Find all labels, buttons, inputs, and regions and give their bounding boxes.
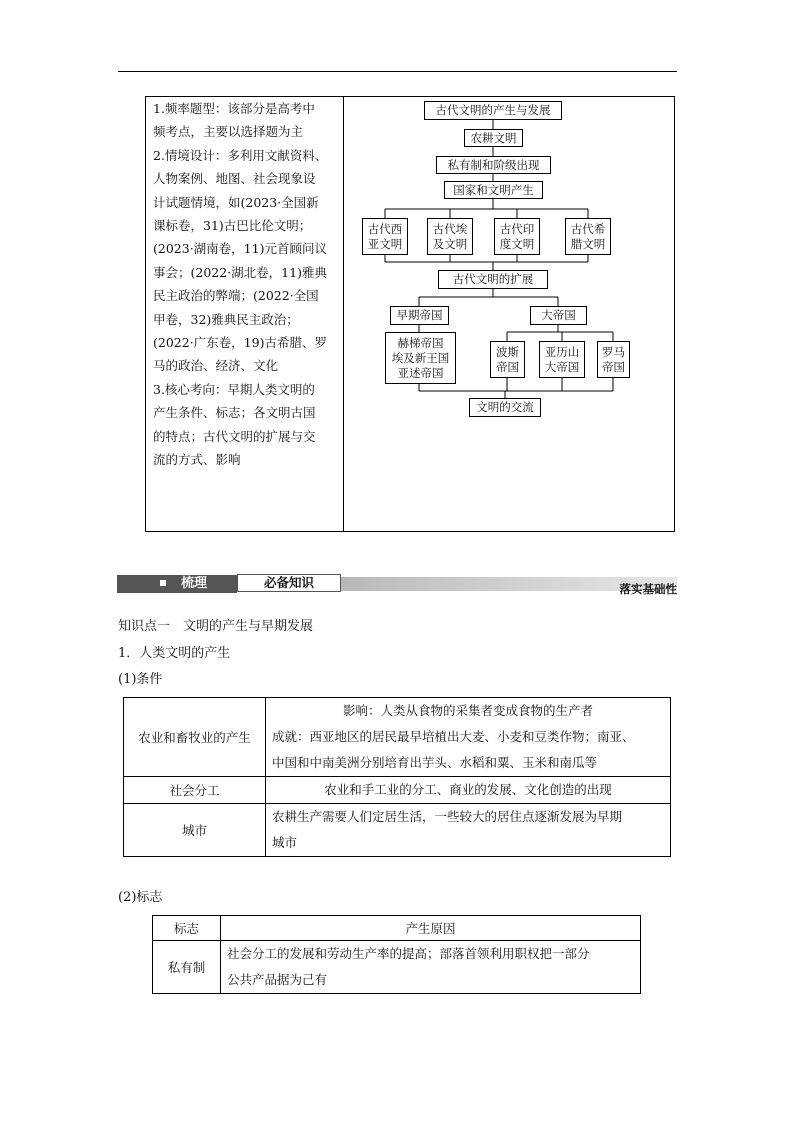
- conditions-table: [123, 697, 671, 857]
- table-row: [124, 777, 671, 804]
- value-line: 影响：人类从食物的采集者变成食物的生产者: [342, 703, 593, 718]
- exam-analysis-text: [153, 97, 341, 472]
- info-line: 频考点，主要以选择题为主: [153, 124, 304, 140]
- info-line: (2022·广东卷，19)古希腊、罗: [153, 335, 327, 351]
- row-value: [266, 804, 671, 857]
- value-line: 城市: [272, 835, 298, 850]
- value-line: 中国和中南美洲分别培育出芋头、水稻和粟、玉米和南瓜等: [272, 755, 598, 770]
- node-early-empire-list: 赫梯帝国 埃及新王国 亚述帝国: [385, 332, 456, 384]
- info-line: 2.情境设计：多利用文献资料、: [153, 147, 328, 163]
- info-line: 马的政治、经济、文化: [153, 358, 279, 374]
- info-line: 的特点；古代文明的扩展与交: [153, 428, 316, 444]
- header-value: 产生原因: [221, 916, 641, 941]
- value-line: 成就：西亚地区的居民最早培植出大麦、小麦和豆类作物；南亚、: [272, 729, 635, 744]
- row-key: 社会分工: [124, 777, 266, 804]
- node-expansion: 古代文明的扩展: [438, 270, 548, 289]
- header-rule: [118, 71, 677, 72]
- node-private-property: 私有制和阶级出现: [436, 156, 551, 174]
- node-great-empire: 大帝国: [530, 306, 587, 325]
- row-key: 私有制: [153, 941, 221, 994]
- section-subtitle: 必备知识: [263, 575, 314, 590]
- value-line: 农耕生产需要人们定居生活，一些较大的居住点逐渐发展为早期: [272, 809, 623, 824]
- info-line: 流的方式、影响: [153, 452, 241, 468]
- header-key: 标志: [153, 916, 221, 941]
- info-line: 甲卷，32)雅典民主政治；: [153, 311, 299, 327]
- node-state: 国家和文明产生: [444, 181, 543, 199]
- table-row: [153, 941, 641, 994]
- node-india: 古代印 度文明: [494, 218, 540, 255]
- info-line: 3.核心考向：早期人类文明的: [153, 381, 315, 397]
- section-title: 梳理: [181, 576, 208, 591]
- node-egypt: 古代埃 及文明: [427, 218, 473, 255]
- info-line: 课标卷，31)古巴比伦文明；: [153, 218, 312, 234]
- info-line: 产生条件、标志；各文明古国: [153, 405, 316, 421]
- row-key: 农业和畜牧业的产生: [124, 698, 266, 777]
- table-header-row: [153, 916, 641, 941]
- node-rome: 罗马 帝国: [597, 341, 630, 378]
- knowledge-point-heading: 知识点一 文明的产生与早期发展: [118, 619, 314, 634]
- info-line: 事会；(2022·湖北卷，11)雅典: [153, 264, 327, 280]
- row-value: [221, 941, 641, 994]
- node-farming: 农耕文明: [464, 129, 523, 147]
- node-origin-title: 古代文明的产生与发展: [424, 101, 562, 120]
- section-right-label: 落实基础性: [619, 582, 677, 596]
- node-persia: 波斯 帝国: [490, 341, 525, 378]
- section-subtitle-box: [237, 574, 341, 592]
- square-icon: [160, 580, 166, 586]
- node-west-asia: 古代西 亚文明: [362, 218, 408, 255]
- info-line: 人物案例、地图、社会现象设: [153, 171, 316, 187]
- info-line: 计试题情境，如(2023·全国新: [153, 194, 319, 210]
- info-line: 民主政治的弊端；(2022·全国: [153, 288, 319, 304]
- label-signs: (2)标志: [118, 890, 163, 905]
- row-value: [266, 777, 671, 804]
- value-line: 公共产品据为己有: [227, 972, 328, 987]
- band-dark-block: [117, 575, 237, 593]
- row-key: 城市: [124, 804, 266, 857]
- node-exchange: 文明的交流: [469, 398, 541, 417]
- node-greece: 古代希 腊文明: [565, 218, 611, 255]
- info-line: 1.频率题型：该部分是高考中: [153, 101, 315, 116]
- signs-table: [152, 915, 641, 994]
- info-line: (2023·湖南卷，11)元首顾问议: [153, 241, 327, 257]
- value-line: 农业和手工业的分工、商业的发展、文化创造的出现: [324, 782, 612, 797]
- label-conditions: (1)条件: [118, 672, 163, 687]
- subheading-origin: 1．人类文明的产生: [118, 646, 231, 661]
- row-value: [266, 698, 671, 777]
- node-alexander: 亚历山 大帝国: [539, 341, 585, 378]
- node-early-empire: 早期帝国: [390, 306, 449, 325]
- table-row: [124, 698, 671, 777]
- table-divider: [343, 97, 344, 531]
- table-row: [124, 804, 671, 857]
- section-header: [117, 573, 677, 595]
- value-line: 社会分工的发展和劳动生产率的提高；部落首领利用职权把一部分: [227, 946, 590, 961]
